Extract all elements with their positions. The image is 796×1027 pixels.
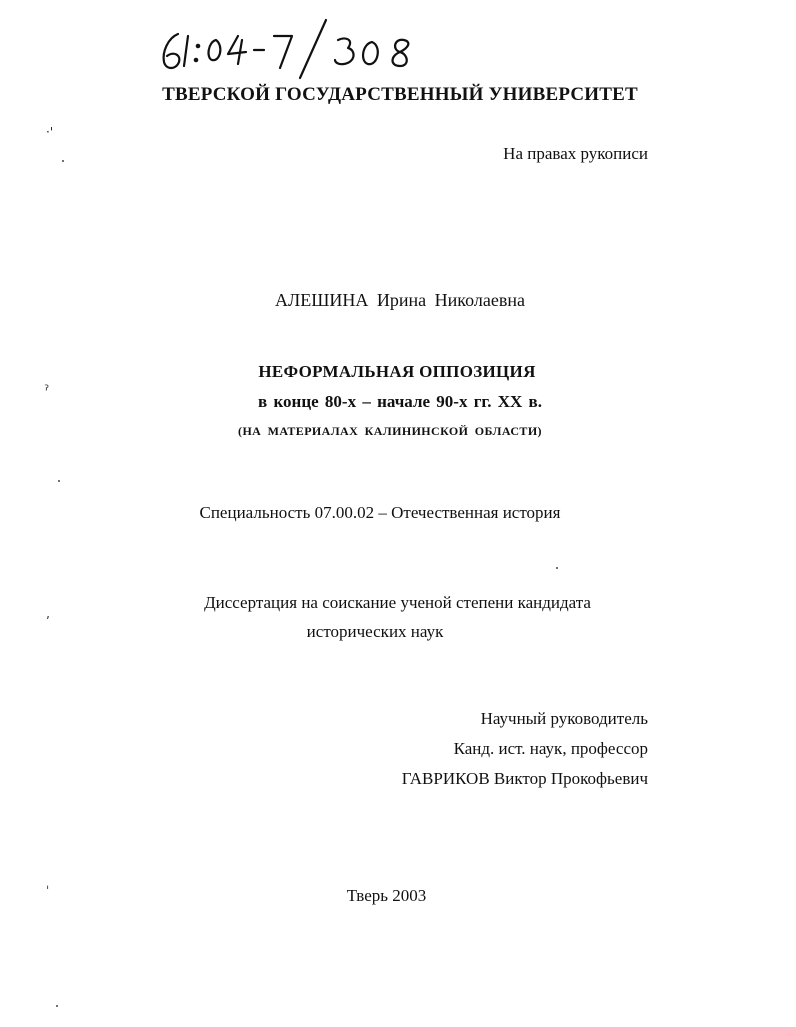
dissertation-title-line-2: в конце 80-х – начале 90-х гг. XX в. [258,392,542,411]
scan-dot [62,160,64,162]
scan-dot [56,1005,58,1007]
specialty-line: Специальность 07.00.02 – Отечественная история [199,503,561,522]
university-heading: ТВЕРСКОЙ ГОСУДАРСТВЕННЫЙ УНИВЕРСИТЕТ [162,84,638,105]
supervisor-degree: Канд. ист. наук, профессор [453,739,648,758]
author-name: АЛЕШИНА Ирина Николаевна [275,290,525,310]
manuscript-rights-note: На правах рукописи [503,144,648,163]
handwritten-shelfmark [150,12,440,82]
dissertation-title-line-1: НЕФОРМАЛЬНАЯ ОППОЗИЦИЯ [258,362,536,381]
scan-mark: ˈ [46,884,50,898]
degree-statement-line-2: исторических наук [306,622,444,641]
scan-dot [556,567,558,569]
city-year: Тверь 2003 [346,886,427,905]
supervisor-label: Научный руководитель [480,709,648,728]
degree-statement-line-1: Диссертация на соискание ученой степени кандидата [204,593,591,612]
supervisor-name: ГАВРИКОВ Виктор Прокофьевич [401,769,648,788]
scan-mark: ʼ [46,614,50,628]
scan-mark: ˀ [44,383,50,399]
scan-mark: ·' [46,125,54,139]
dissertation-title-line-3: (НА МАТЕРИАЛАХ КАЛИНИНСКОЙ ОБЛАСТИ) [238,424,542,438]
scan-dot [58,480,60,482]
